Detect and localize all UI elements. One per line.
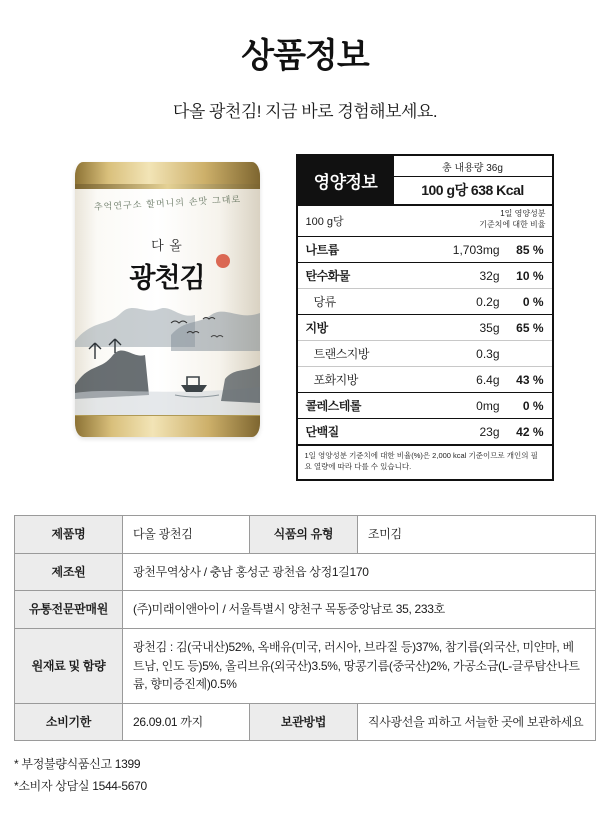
info-value-cell: 광천무역상사 / 충남 홍성군 광천읍 상정1길170 bbox=[123, 553, 596, 591]
nutrition-facts-label bbox=[296, 154, 554, 481]
footnotes bbox=[14, 753, 596, 797]
info-value-cell: 26.09.01 까지 bbox=[123, 703, 250, 741]
nutrition-footnote: 1일 영양성분 기준치에 대한 비율(%)은 2,000 kcal 기준이므로 개인의 필요 열량에 따라 다를 수 있습니다. bbox=[304, 451, 538, 472]
nutrient-amount: 35g bbox=[445, 315, 508, 341]
info-label-cell: 제품명 bbox=[15, 516, 123, 554]
product-section bbox=[0, 154, 610, 481]
serving-basis: 100 g당 bbox=[305, 216, 344, 229]
info-value-cell: (주)미래이앤아이 / 서울특별시 양천구 목동중앙남로 35, 233호 bbox=[123, 591, 596, 629]
info-label-cell: 원재료 및 함량 bbox=[15, 628, 123, 703]
nutrient-amount: 1,703mg bbox=[445, 237, 508, 263]
nutrient-daily-percent: 10 % bbox=[508, 263, 552, 289]
product-info-table bbox=[14, 515, 596, 741]
nutrition-rows-table bbox=[298, 237, 552, 446]
nutrient-amount: 0.3g bbox=[445, 341, 508, 367]
nutrient-amount: 0mg bbox=[445, 393, 508, 419]
nutrient-name: 지방 bbox=[298, 315, 445, 341]
nutrient-name: 탄수화물 bbox=[298, 263, 445, 289]
nutrient-daily-percent: 43 % bbox=[508, 367, 552, 393]
can-lid-rim bbox=[75, 184, 260, 189]
table-row bbox=[15, 553, 596, 591]
nutrient-name: 콜레스테롤 bbox=[298, 393, 445, 419]
info-value-cell: 직사광선을 피하고 서늘한 곳에 보관하세요 bbox=[357, 703, 595, 741]
nutrition-row bbox=[298, 341, 552, 367]
nutrient-name: 포화지방 bbox=[298, 367, 445, 393]
daily-value-note bbox=[394, 206, 552, 236]
table-row bbox=[15, 516, 596, 554]
nutrition-subheader bbox=[298, 206, 552, 237]
table-row bbox=[15, 591, 596, 629]
total-volume: 총 내용량 36g bbox=[394, 159, 552, 177]
can-brand-small: 다 올 bbox=[151, 238, 183, 254]
ink-landscape-illustration bbox=[75, 275, 260, 415]
nutrient-amount: 23g bbox=[445, 419, 508, 446]
info-value-cell: 다올 광천김 bbox=[123, 516, 250, 554]
nutrient-daily-percent: 0 % bbox=[508, 393, 552, 419]
nutrient-amount: 6.4g bbox=[445, 367, 508, 393]
nutrition-summary bbox=[394, 156, 552, 204]
nutrition-row bbox=[298, 419, 552, 446]
nutrition-row bbox=[298, 315, 552, 341]
nutrient-daily-percent: 0 % bbox=[508, 289, 552, 315]
table-row bbox=[15, 703, 596, 741]
nutrient-name: 단백질 bbox=[298, 419, 445, 446]
footnote-line: *소비자 상담실 1544-5670 bbox=[14, 779, 147, 794]
info-value-cell: 조미김 bbox=[357, 516, 595, 554]
daily-value-note-line1: 1일 영양성분 bbox=[500, 209, 546, 219]
product-image bbox=[65, 154, 270, 454]
nutrient-daily-percent: 65 % bbox=[508, 315, 552, 341]
nutrition-row bbox=[298, 367, 552, 393]
nutrient-amount: 0.2g bbox=[445, 289, 508, 315]
can-seal-dot bbox=[216, 254, 230, 268]
daily-value-note-line2: 기준치에 대한 비율 bbox=[479, 219, 546, 229]
page-subtitle: 다올 광천김! 지금 바로 경험해보세요. bbox=[172, 102, 438, 122]
can-brand-big: 광천김 bbox=[129, 263, 205, 294]
table-row bbox=[15, 628, 596, 703]
nutrient-name: 트랜스지방 bbox=[298, 341, 445, 367]
page-header bbox=[0, 0, 610, 122]
nutrition-row bbox=[298, 237, 552, 263]
info-value-cell: 광천김 : 김(국내산)52%, 옥배유(미국, 러시아, 브라질 등)37%, 참기름(외국산, 미얀마, 베트남, 인도 등)5%, 올리브유(외국산)3.5%, 땅콩기름(중국산)2%, 가공소금(L-글루탐산나트륨, 향미증진제)0.5% bbox=[123, 628, 596, 703]
nutrient-name: 당류 bbox=[298, 289, 445, 315]
product-can bbox=[75, 162, 260, 437]
nutrient-daily-percent bbox=[508, 341, 552, 367]
product-info-body bbox=[15, 516, 596, 741]
info-label-cell: 유통전문판매원 bbox=[15, 591, 123, 629]
nutrition-row bbox=[298, 263, 552, 289]
nutrition-heading: 영양정보 bbox=[298, 156, 394, 204]
info-label-cell: 제조원 bbox=[15, 553, 123, 591]
info-label-cell: 식품의 유형 bbox=[249, 516, 357, 554]
footnote-line: * 부정불량식품신고 1399 bbox=[14, 757, 141, 772]
nutrient-daily-percent: 42 % bbox=[508, 419, 552, 446]
nutrition-row bbox=[298, 289, 552, 315]
nutrition-row bbox=[298, 393, 552, 419]
nutrient-daily-percent: 85 % bbox=[508, 237, 552, 263]
page-title: 상품정보 bbox=[241, 37, 369, 75]
calories-value: 100 g당 638 Kcal bbox=[421, 182, 524, 199]
nutrient-amount: 32g bbox=[445, 263, 508, 289]
nutrition-rows-body bbox=[298, 237, 552, 445]
can-base bbox=[75, 415, 260, 437]
info-label-cell: 소비기한 bbox=[15, 703, 123, 741]
info-label-cell: 보관방법 bbox=[249, 703, 357, 741]
product-info-section bbox=[14, 515, 596, 741]
nutrient-name: 나트륨 bbox=[298, 237, 445, 263]
ink-painting-svg bbox=[75, 275, 260, 415]
can-calligraphy: 추억연구소 할머니의 손맛 그대로 bbox=[93, 195, 241, 214]
nutrition-header bbox=[298, 156, 552, 206]
